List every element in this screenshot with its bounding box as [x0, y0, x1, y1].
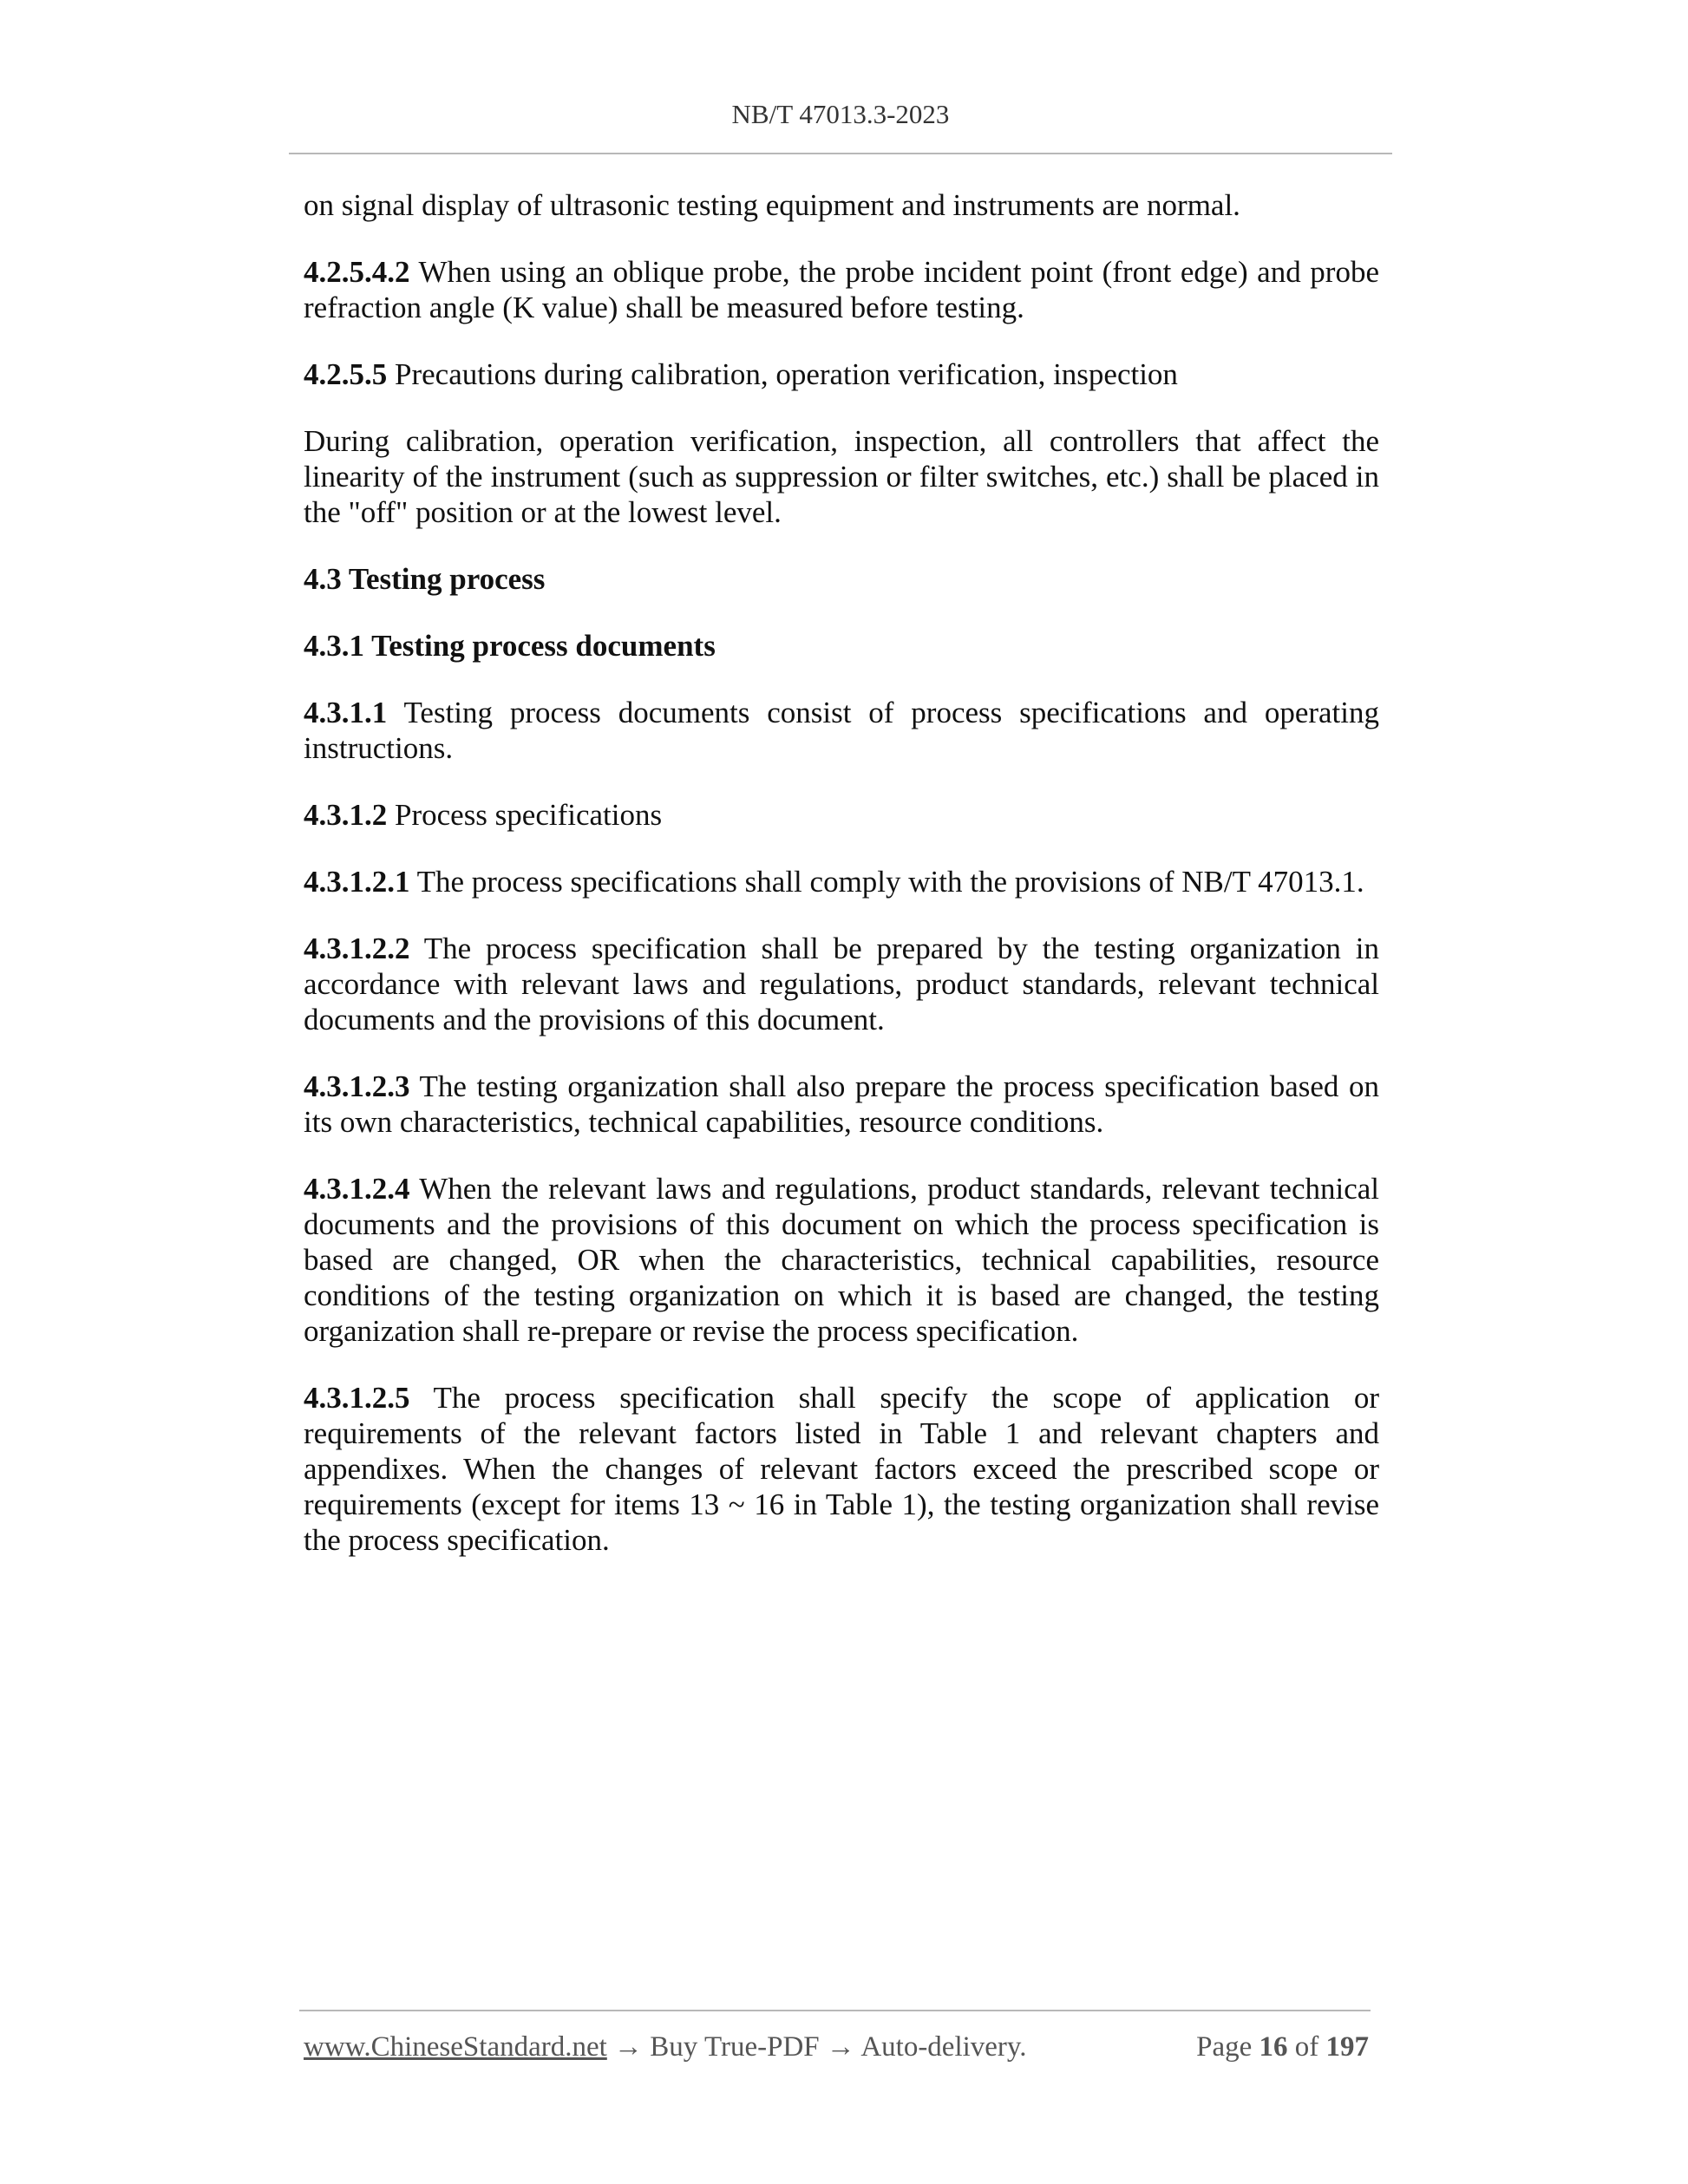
paragraph-calibration-precautions	[304, 423, 1379, 530]
clause-number: 4.2.5.4.2	[304, 255, 410, 289]
clause-number: 4.3.1.2	[304, 798, 388, 832]
footer-divider	[299, 2010, 1371, 2011]
arrow-right-icon: →	[614, 2031, 644, 2063]
section-heading-4-3-1: 4.3.1 Testing process documents	[304, 629, 716, 663]
clause-4-2-5-4-2	[304, 254, 1379, 325]
page-current: 16	[1259, 2031, 1288, 2063]
clause-number: 4.3.1.2.5	[304, 1381, 410, 1415]
page-body	[304, 187, 1379, 1589]
clause-4-3-1-2-5	[304, 1380, 1379, 1558]
clause-text: When the relevant laws and regulations, product standards, relevant technical documents and the provisions of this document on which the process specification is based are changed, OR when the characteristics, technical capabilities, resource conditions of the testing organization on which it is based are changed, the testing organization shall re-prepare or revise the process specification.	[304, 1172, 1379, 1348]
section-heading-4-3: 4.3 Testing process	[304, 562, 546, 596]
clause-number: 4.2.5.5	[304, 357, 388, 391]
header-divider	[289, 153, 1392, 154]
document-code: NB/T 47013.3-2023	[731, 99, 950, 129]
clause-text: The process specifications shall comply with the provisions of NB/T 47013.1.	[409, 865, 1364, 899]
clause-4-3-1-2-2	[304, 931, 1379, 1037]
clause-text: The testing organization shall also prepare the process specification based on its own characteristics, technical capabilities, resource conditions.	[304, 1069, 1379, 1139]
paragraph-continuation	[304, 187, 1379, 223]
clause-number: 4.3.1.2.4	[304, 1172, 410, 1206]
paragraph-text: During calibration, operation verification, inspection, all controllers that affect the linearity of the instrument (such as suppression or filter switches, etc.) shall be placed in the "off" position or at the lowest level.	[304, 424, 1379, 529]
clause-4-2-5-5	[304, 356, 1379, 392]
website-link[interactable]: www.ChineseStandard.net	[304, 2031, 607, 2063]
clause-number: 4.3.1.1	[304, 696, 388, 729]
page-of: of	[1294, 2031, 1319, 2063]
clause-4-3-1-2-4	[304, 1171, 1379, 1349]
running-header	[289, 97, 1392, 132]
clause-text: Precautions during calibration, operation verification, inspection	[387, 357, 1178, 391]
clause-text: The process specification shall specify the scope of application or requirements of the relevant factors listed in Table 1 and relevant chapters and appendixes. When the changes of relevant factors exceed the prescribed scope or requirements (except for items 13 ~ 16 in Table 1), the testing organization shall revise the process specification.	[304, 1381, 1379, 1557]
paragraph-text: on signal display of ultrasonic testing equipment and instruments are normal.	[304, 188, 1240, 222]
clause-text: When using an oblique probe, the probe incident point (front edge) and probe refraction angle (K value) shall be measured before testing.	[304, 255, 1379, 324]
footer-purchase-line	[304, 2030, 1027, 2064]
clause-4-3-1-1	[304, 695, 1379, 766]
auto-delivery-text: Auto-delivery.	[860, 2031, 1027, 2063]
page-number	[1196, 2030, 1369, 2064]
page-total: 197	[1325, 2031, 1369, 2063]
clause-number: 4.3.1.2.3	[304, 1069, 410, 1103]
clause-text: The process specification shall be prepared by the testing organization in accordance with relevant laws and regulations, product standards, relevant technical documents and the provisions of this document.	[304, 932, 1379, 1036]
clause-text: Process specifications	[387, 798, 663, 832]
clause-number: 4.3.1.2.2	[304, 932, 410, 965]
page-label: Page	[1196, 2031, 1253, 2063]
arrow-right-icon: →	[826, 2031, 855, 2063]
clause-4-3-1-2	[304, 797, 1379, 833]
clause-4-3-1-2-3	[304, 1069, 1379, 1140]
clause-number: 4.3.1.2.1	[304, 865, 410, 899]
clause-text: Testing process documents consist of process specifications and operating instructions.	[304, 696, 1379, 765]
buy-pdf-text: Buy True-PDF	[650, 2031, 820, 2063]
clause-4-3-1-2-1	[304, 864, 1379, 899]
